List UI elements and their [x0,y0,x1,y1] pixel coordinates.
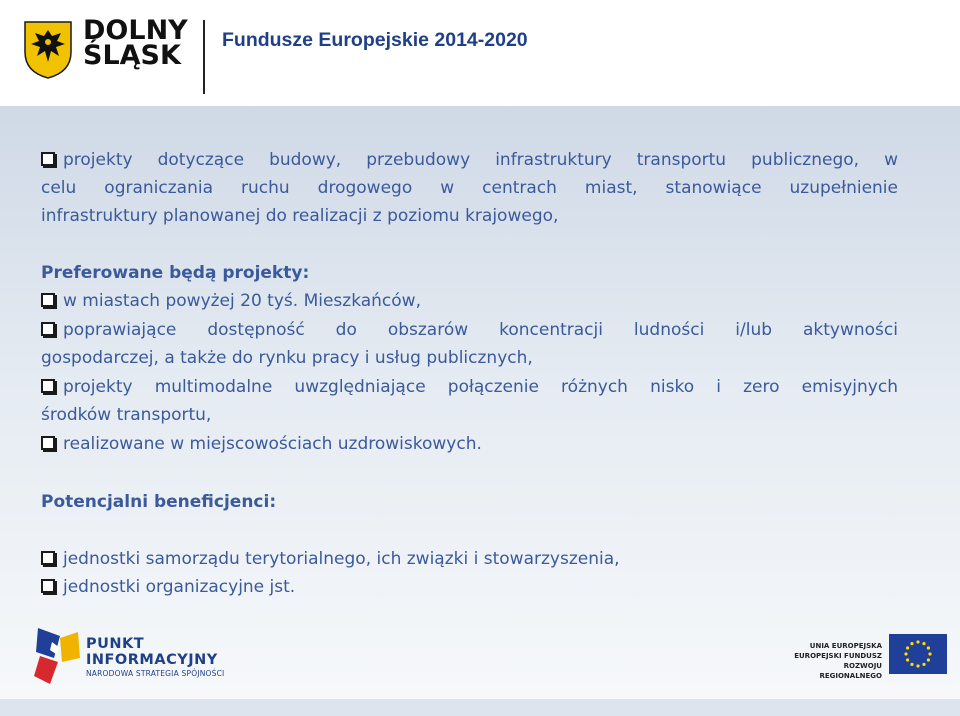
paragraph1-line1: projekty dotyczące budowy, przebudowy infrastruktury transportu publicznego, w [41,149,898,171]
checkbox-icon [41,293,55,307]
beneficiaries-heading: Potencjalni beneficjenci: [41,492,277,512]
checkbox-icon [41,436,55,450]
eu-flag-icon [889,634,947,674]
preferred-item-2-line2: gospodarczej, a także do rynku pracy i usług publicznych, [41,348,533,368]
preferred-item-2-line1: poprawiające dostępność do obszarów koncentracji ludności i/lub aktywności [41,319,898,341]
preferred-item-3-line1: projekty multimodalne uwzględniające połączenie różnych nisko i zero emisyjnych [41,376,898,398]
pi-line-1: PUNKT [86,636,145,652]
logo-line-1: DOLNY [83,15,188,46]
header-divider [203,20,205,94]
punkt-informacyjny-subtitle: NARODOWA STRATEGIA SPÓJNOŚCI [86,669,225,678]
checkbox-icon [41,322,55,336]
eu-line-2: EUROPEJSKI FUNDUSZ [794,652,882,660]
paragraph1-line2: celu ograniczania ruchu drogowego w centrach miast, stanowiące uzupełnienie [41,178,898,198]
beneficiary-2: jednostki organizacyjne jst. [41,576,295,598]
header-title: Fundusze Europejskie 2014-2020 [222,29,528,51]
checkbox-icon [41,579,55,593]
eu-fund-text [780,641,882,681]
beneficiary-1: jednostki samorządu terytorialnego, ich związki i stowarzyszenia, [41,548,620,570]
punkt-informacyjny-title [86,636,218,668]
bottom-bar [0,699,960,716]
eagle-crest-icon [23,20,73,80]
checkbox-icon [41,152,55,166]
preferred-item-4: realizowane w miejscowościach uzdrowiskowych. [41,433,482,455]
checkbox-icon [41,551,55,565]
logo-text [83,15,188,71]
paragraph1-line3: infrastruktury planowanej do realizacji z poziomu krajowego, [41,206,559,226]
preferred-heading: Preferowane będą projekty: [41,263,310,283]
checkbox-icon [41,379,55,393]
preferred-item-3-line2: środków transportu, [41,405,212,425]
eu-line-3: ROZWOJU REGIONALNEGO [819,662,882,680]
preferred-item-1: w miastach powyżej 20 tyś. Mieszkańców, [41,290,421,312]
header [0,0,960,106]
pi-line-2: INFORMACYJNY [86,652,218,668]
logo-line-2: ŚLĄSK [83,40,181,71]
eu-line-1: UNIA EUROPEJSKA [809,642,882,650]
